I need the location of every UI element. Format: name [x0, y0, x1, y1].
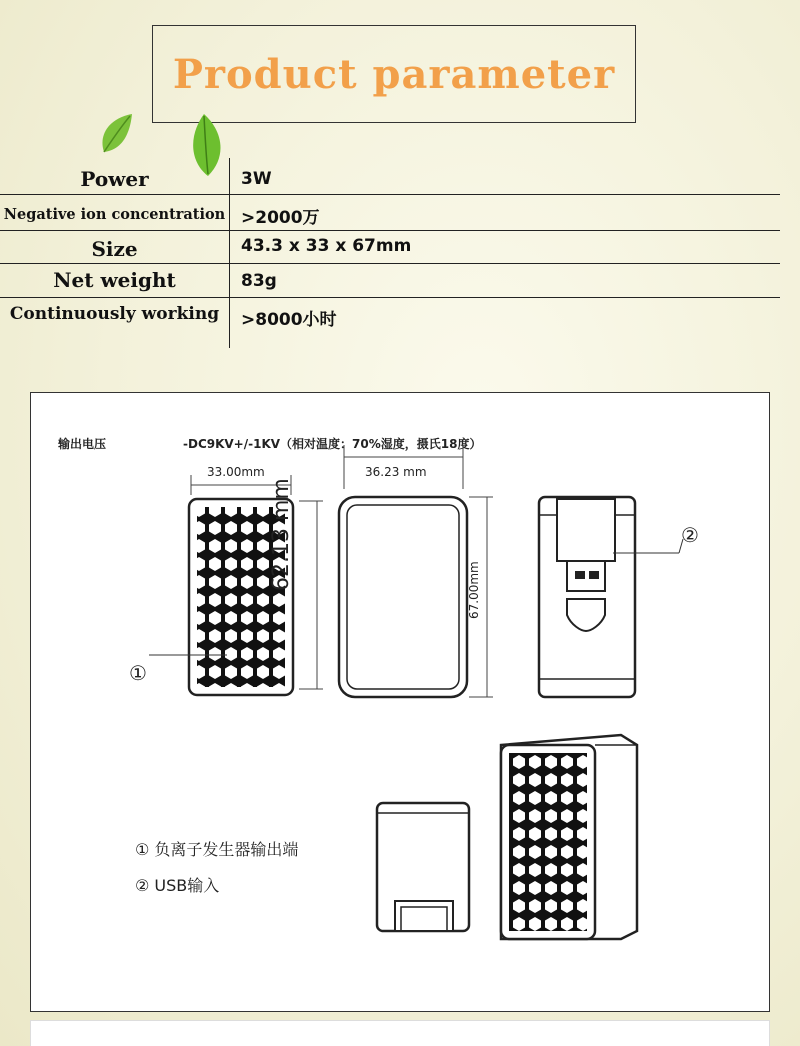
- output-voltage-label: 输出电压: [58, 437, 107, 451]
- side-view: [539, 497, 683, 697]
- title-box: [152, 25, 636, 123]
- param-label: Power: [80, 167, 149, 191]
- callout-1: ①: [129, 661, 147, 685]
- param-value: 3W: [241, 169, 272, 189]
- width-dimension-label: 33.00mm: [207, 465, 265, 479]
- param-row-power: [0, 158, 780, 195]
- param-row-weight: [0, 264, 780, 298]
- param-row-size: [0, 231, 780, 264]
- output-voltage-spec: -DC9KV+/-1KV（相对温度：70%湿度，摄氏18度）: [183, 437, 482, 451]
- param-value: 43.3 x 33 x 67mm: [241, 236, 412, 256]
- param-value: >2000万: [241, 208, 320, 228]
- height-dimension: [299, 501, 323, 689]
- legend-item-1: ① 负离子发生器输出端: [135, 840, 299, 859]
- param-row-ion: [0, 195, 780, 231]
- height-dimension-label: 62.13 mm: [269, 478, 294, 591]
- param-label: Continuously working: [9, 304, 220, 324]
- leaf-icon: [96, 112, 136, 158]
- perspective-view: [501, 735, 637, 939]
- diagram-drawing: [31, 393, 771, 1013]
- param-label: Negative ion concentration: [3, 206, 226, 223]
- param-value: 83g: [241, 271, 277, 291]
- param-value: >8000小时: [241, 310, 337, 330]
- product-diagram: [30, 392, 770, 1012]
- param-label: Size: [91, 237, 138, 261]
- width2-dimension-label: 36.23 mm: [365, 465, 427, 479]
- height2-dimension-label: 67.00mm: [467, 561, 481, 619]
- param-label: Net weight: [53, 268, 176, 292]
- legend-item-2: ② USB输入: [135, 876, 220, 895]
- callout-2: ②: [681, 523, 699, 547]
- page-title: Product parameter: [172, 50, 616, 98]
- next-section-panel: [30, 1020, 770, 1046]
- bottom-left-view: [377, 803, 469, 931]
- param-row-working: [0, 298, 780, 334]
